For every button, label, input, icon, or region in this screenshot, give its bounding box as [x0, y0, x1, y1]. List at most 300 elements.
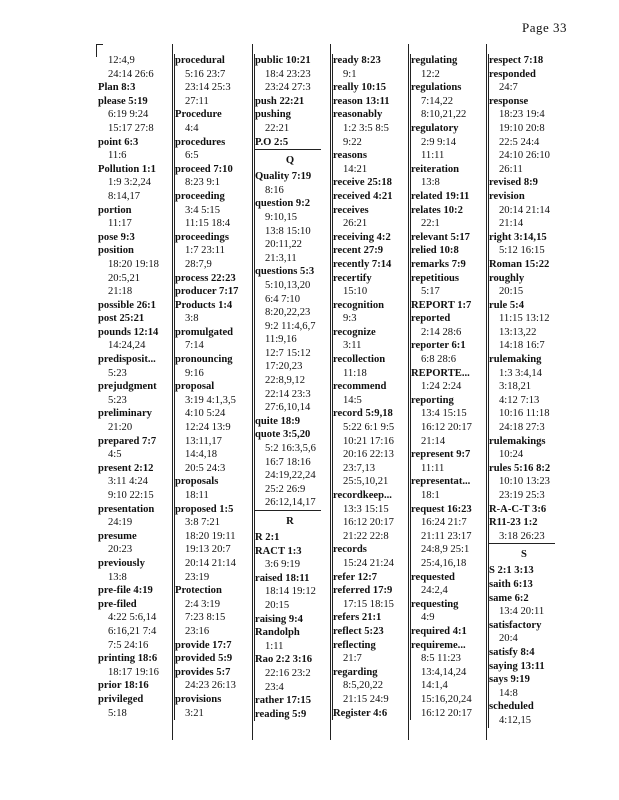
index-entry — [98, 95, 168, 136]
index-term: reasonably — [333, 109, 383, 121]
page-line-reference: 25:4,16,18 — [421, 557, 467, 569]
page-line-reference: 20:15 — [265, 599, 290, 611]
index-term: Procedure — [175, 109, 222, 121]
page-line-reference: 3:4 5:15 — [185, 204, 221, 216]
index-term: reason 13:11 — [333, 95, 390, 107]
index-term: proposed 1:5 — [175, 503, 234, 515]
page-line-reference: 8:14,17 — [108, 190, 141, 202]
index-column-1 — [98, 54, 168, 720]
index-term: relied 10:8 — [411, 245, 459, 257]
index-term: Plan 8:3 — [98, 82, 136, 94]
index-term: reporting — [411, 394, 454, 406]
index-term: privileged — [98, 693, 144, 705]
index-term: reflect 5:23 — [333, 625, 384, 637]
page-line-reference: 23:19 — [185, 571, 210, 583]
page-line-reference: 5:22 6:1 9:5 — [343, 422, 395, 434]
page-line-reference: 16:12 20:17 — [421, 707, 472, 719]
index-term: regulatory — [411, 122, 459, 134]
index-entry — [98, 312, 168, 326]
section-letter: S — [521, 549, 527, 561]
page-line-reference: 20:4 — [499, 633, 518, 645]
index-entry — [333, 489, 403, 543]
index-term: revision — [489, 190, 525, 202]
index-term: possible 26:1 — [98, 299, 156, 311]
page-line-reference: 11:17 — [108, 218, 132, 230]
index-term: recollection — [333, 354, 386, 366]
page-line-reference: 3:19 4:1,3,5 — [185, 394, 236, 406]
page-line-reference: 9:10 22:15 — [108, 490, 154, 501]
index-term: pre-file 4:19 — [98, 585, 153, 597]
index-entry — [333, 81, 403, 95]
index-entry — [175, 584, 245, 638]
index-term: prejudgment — [98, 381, 157, 393]
index-entry — [98, 380, 168, 407]
index-term: related 19:11 — [411, 190, 470, 202]
index-term: process 22:23 — [175, 272, 236, 284]
index-entry — [489, 660, 559, 674]
index-term: revised 8:9 — [489, 177, 538, 189]
page-line-reference: 6:5 — [185, 150, 199, 162]
index-entry — [98, 584, 168, 598]
index-term: Register 4:6 — [333, 707, 388, 719]
index-entry — [175, 231, 245, 272]
index-term: respect 7:18 — [489, 55, 544, 66]
index-entry — [98, 407, 168, 434]
index-entry — [333, 176, 403, 190]
page-line-reference: 21:18 — [108, 286, 133, 298]
index-term: presentation — [98, 503, 155, 515]
index-term: proposals — [175, 476, 219, 488]
index-entry — [98, 435, 168, 462]
index-column-5 — [410, 54, 481, 720]
page-line-reference: 20:15 — [499, 286, 524, 298]
index-term: recommend — [333, 381, 387, 393]
index-column-6 — [488, 54, 559, 728]
index-term: represent 9:7 — [411, 449, 471, 461]
index-term: saying 13:11 — [489, 660, 545, 672]
index-entry — [98, 54, 168, 81]
page-line-reference: 17:15 18:15 — [343, 598, 394, 610]
page-line-reference: 20:14 21:14 — [499, 204, 550, 216]
index-term: REPORT 1:7 — [411, 299, 472, 311]
index-term: provided 5:9 — [175, 653, 233, 665]
index-term: quite 18:9 — [255, 415, 301, 427]
index-term: recordkeep... — [333, 490, 392, 501]
page-line-reference: 11:15 13:12 — [499, 313, 550, 325]
page-line-reference: 11:11 — [421, 150, 445, 162]
section-letter: Q — [285, 155, 295, 167]
index-entry — [411, 339, 481, 366]
index-term: portion — [98, 204, 132, 216]
index-term: repetitious — [411, 272, 460, 284]
index-entry — [489, 258, 559, 272]
page-line-reference: 24:7 — [499, 82, 518, 94]
index-entry — [98, 598, 168, 652]
page-line-reference: 10:24 — [499, 449, 524, 461]
index-term: Rao 2:2 3:16 — [255, 654, 313, 666]
index-entry — [489, 190, 559, 231]
index-entry — [175, 353, 245, 380]
index-entry — [175, 380, 245, 475]
page-line-reference: 22:5 24:4 — [499, 136, 540, 148]
index-entry — [333, 54, 403, 81]
index-term: request 16:23 — [411, 503, 472, 515]
index-entry — [333, 707, 403, 721]
column-divider — [330, 44, 331, 740]
page-line-reference: 20:11,22 — [265, 239, 302, 251]
index-entry — [411, 312, 481, 339]
page-line-reference: 4:22 5:6,14 — [108, 612, 157, 624]
page-line-reference: 22:1 — [421, 218, 440, 230]
index-entry — [175, 666, 245, 693]
index-entry — [255, 428, 325, 510]
index-entry — [333, 543, 403, 570]
page-line-reference: 20:14 21:14 — [185, 557, 236, 569]
page-line-reference: 9:16 — [185, 367, 204, 379]
page-line-reference: 9:1 — [343, 68, 357, 80]
index-entry — [255, 708, 325, 722]
index-entry — [98, 462, 168, 503]
index-term: pre-filed — [98, 598, 137, 610]
index-term: scheduled — [489, 701, 534, 713]
page-line-reference: 7:14,22 — [421, 95, 454, 107]
index-entry — [411, 54, 481, 81]
page-line-reference: 18:14 19:12 — [265, 586, 316, 598]
page-line-reference: 13:8 15:10 — [265, 225, 311, 237]
page-line-reference: 21:15 24:9 — [343, 693, 389, 705]
page-line-reference: 4:5 — [108, 449, 122, 461]
page-line-reference: 21:14 — [421, 435, 446, 447]
page-line-reference: 26:21 — [343, 218, 368, 230]
page-line-reference: 1:2 3:5 8:5 — [343, 122, 389, 134]
page-line-reference: 6:16,21 7:4 — [108, 625, 157, 637]
index-term: rules 5:16 8:2 — [489, 462, 551, 474]
index-term: rulemaking — [489, 354, 542, 366]
page-line-reference: 24:10 26:10 — [499, 150, 550, 162]
index-term: right 3:14,15 — [489, 231, 547, 243]
index-term: post 25:21 — [98, 313, 145, 325]
index-term: proceed 7:10 — [175, 163, 233, 175]
index-entry — [333, 190, 403, 204]
page-line-reference: 27:11 — [185, 95, 209, 107]
page-line-reference: 4:10 5:24 — [185, 408, 226, 420]
index-entry — [489, 673, 559, 700]
page-line-reference: 2:4 3:19 — [185, 598, 221, 610]
index-entry — [175, 285, 245, 299]
page-line-reference: 14:1,4 — [421, 680, 448, 692]
page-line-reference: 18:4 23:23 — [265, 68, 311, 80]
index-entry — [411, 244, 481, 258]
index-term: proceeding — [175, 190, 225, 202]
page-line-reference: 11:11 — [421, 462, 445, 474]
index-term: position — [98, 245, 134, 257]
index-entry — [98, 652, 168, 679]
index-term: producer 7:17 — [175, 286, 239, 298]
index-term: previously — [98, 557, 145, 569]
index-term: recently 7:14 — [333, 258, 392, 270]
index-term: pose 9:3 — [98, 231, 135, 243]
index-entry — [411, 571, 481, 598]
page-line-reference: 21:14 — [499, 218, 524, 230]
page-line-reference: 3:8 7:21 — [185, 517, 221, 529]
index-entry — [98, 326, 168, 353]
index-term: raising 9:4 — [255, 613, 303, 625]
page-line-reference: 23:24 27:3 — [265, 82, 311, 94]
index-entry — [489, 299, 559, 353]
page-line-reference: 20:5 24:3 — [185, 462, 226, 474]
page-line-reference: 13:11,17 — [185, 435, 222, 447]
page-line-reference: 22:16 23:2 — [265, 667, 311, 679]
page-line-reference: 19:13 20:7 — [185, 544, 231, 556]
index-entry — [255, 694, 325, 708]
page-line-reference: 6:8 28:6 — [421, 354, 457, 366]
page-line-reference: 6:19 9:24 — [108, 109, 149, 121]
index-term: refer 12:7 — [333, 571, 378, 583]
page-line-reference: 4:4 — [185, 122, 199, 134]
column-divider — [408, 44, 409, 740]
page-line-reference: 12:24 13:9 — [185, 422, 231, 434]
page-line-reference: 3:21 — [185, 707, 204, 719]
index-term: provide 17:7 — [175, 639, 232, 651]
index-term: satisfy 8:4 — [489, 646, 535, 658]
index-entry — [333, 584, 403, 611]
index-entry — [489, 516, 559, 543]
index-term: promulgated — [175, 326, 234, 338]
index-term: referred 17:9 — [333, 585, 393, 597]
page-line-reference: 4:9 — [421, 612, 435, 624]
column-divider — [486, 44, 487, 740]
index-entry — [333, 407, 403, 489]
index-entry — [175, 693, 245, 720]
index-term: requesting — [411, 598, 459, 610]
letter-divider-rule — [255, 510, 321, 511]
page-line-reference: 27:6,10,14 — [265, 402, 311, 414]
page-line-reference: 24:14 26:6 — [108, 68, 154, 80]
index-term: pronouncing — [175, 354, 233, 366]
page-line-reference: 11:6 — [108, 150, 127, 162]
index-entry — [411, 81, 481, 122]
letter-divider-rule — [255, 149, 321, 150]
index-entry — [411, 258, 481, 272]
page-line-reference: 22:8,9,12 — [265, 375, 306, 387]
index-entry — [255, 95, 325, 109]
index-entry — [411, 190, 481, 204]
index-term: procedures — [175, 136, 226, 148]
page-line-reference: 22:14 23:3 — [265, 388, 311, 400]
page-line-reference: 3:18 26:23 — [499, 530, 545, 542]
index-term: preliminary — [98, 408, 152, 420]
index-entry — [333, 204, 403, 231]
page-line-reference: 13:4 15:15 — [421, 408, 467, 420]
index-term: required 4:1 — [411, 625, 467, 637]
page-line-reference: 23:16 — [185, 625, 210, 637]
index-entry — [411, 639, 481, 721]
page-line-reference: 2:9 9:14 — [421, 136, 457, 148]
page-line-reference: 19:10 20:8 — [499, 122, 545, 134]
page-line-reference: 14:24,24 — [108, 340, 146, 352]
index-entry — [333, 272, 403, 299]
index-entry — [333, 666, 403, 707]
index-entry — [98, 693, 168, 720]
index-term: recent 27:9 — [333, 245, 384, 257]
index-term: questions 5:3 — [255, 266, 315, 278]
page-line-reference: 21:3,11 — [265, 252, 297, 264]
index-term: question 9:2 — [255, 198, 311, 210]
index-entry — [98, 136, 168, 163]
page-line-reference: 3:6 9:19 — [265, 559, 301, 571]
page-line-reference: 11:15 18:4 — [185, 218, 231, 230]
index-entry — [333, 639, 403, 666]
index-entry — [175, 163, 245, 190]
index-term: R11-23 1:2 — [489, 517, 538, 529]
page-line-reference: 1:7 23:11 — [185, 245, 225, 257]
page-line-reference: 18:17 19:16 — [108, 666, 159, 678]
index-entry — [489, 503, 559, 517]
page-line-reference: 23:19 25:3 — [499, 490, 545, 501]
index-term: Quality 7:19 — [255, 171, 312, 183]
index-term: reasons — [333, 150, 367, 162]
index-entry — [255, 531, 325, 545]
index-term: recertify — [333, 272, 372, 284]
page-line-reference: 25:2 26:9 — [265, 483, 306, 495]
index-column-4 — [332, 54, 403, 720]
index-term: saith 6:13 — [489, 578, 533, 590]
index-entry — [333, 353, 403, 380]
index-entry — [333, 95, 403, 109]
index-term: requested — [411, 571, 455, 583]
page-line-reference: 24:19 — [108, 517, 133, 529]
page-line-reference: 9:3 — [343, 313, 357, 325]
index-entry — [333, 149, 403, 176]
page-number-label: Page 33 — [521, 20, 567, 35]
page-line-reference: 28:7,9 — [185, 258, 212, 270]
index-term: REPORTE... — [411, 367, 470, 379]
index-term: procedural — [175, 55, 225, 66]
page-line-reference: 18:11 — [185, 490, 209, 501]
index-entry — [333, 380, 403, 407]
page-line-reference: 14:5 — [343, 394, 362, 406]
index-term: presume — [98, 530, 137, 542]
index-entry — [333, 611, 403, 625]
index-term: representat... — [411, 476, 471, 488]
index-entry — [489, 700, 559, 727]
page-line-reference: 8:23 9:1 — [185, 177, 221, 189]
index-term: regulating — [411, 55, 458, 66]
index-frame — [96, 44, 572, 740]
index-term: recognize — [333, 326, 376, 338]
page-line-reference: 14:8 — [499, 687, 518, 699]
index-entry — [175, 639, 245, 653]
page-line-reference: 5:2 16:3,5,6 — [265, 443, 316, 455]
page-line-reference: 10:10 13:23 — [499, 476, 550, 488]
page-line-reference: 9:10,15 — [265, 211, 298, 223]
index-entry — [255, 653, 325, 694]
index-entry — [333, 231, 403, 245]
index-entry — [175, 272, 245, 286]
page-line-reference: 1:24 2:24 — [421, 381, 462, 393]
index-term: Protection — [175, 585, 222, 597]
page-line-reference: 16:12 20:17 — [343, 517, 394, 529]
index-term: reiteration — [411, 163, 460, 175]
index-entry — [255, 54, 325, 95]
index-term: pounds 12:14 — [98, 326, 159, 338]
index-term: receiving 4:2 — [333, 231, 391, 243]
index-entry — [489, 462, 559, 503]
index-term: regarding — [333, 666, 378, 678]
index-entry — [411, 204, 481, 231]
index-term: printing 18:6 — [98, 653, 158, 665]
page-line-reference: 12:7 15:12 — [265, 347, 311, 359]
index-entry — [333, 326, 403, 353]
index-entry — [411, 122, 481, 163]
index-entry — [489, 176, 559, 190]
index-term: remarks 7:9 — [411, 258, 466, 270]
index-term: response — [489, 95, 529, 107]
index-entry — [175, 299, 245, 326]
page-line-reference: 8:16 — [265, 184, 284, 196]
index-term: push 22:21 — [255, 95, 305, 107]
page-line-reference: 14:21 — [343, 163, 368, 175]
index-entry — [255, 197, 325, 265]
index-entry — [175, 652, 245, 666]
page-line-reference: 7:23 8:15 — [185, 612, 226, 624]
page-line-reference: 3:11 4:24 — [108, 476, 148, 488]
index-entry — [411, 163, 481, 190]
page-line-reference: 15:10 — [343, 286, 368, 298]
index-entry — [411, 299, 481, 313]
index-entry — [489, 272, 559, 299]
page-line-reference: 21:22 22:8 — [343, 530, 389, 542]
page-line-reference: 14:4,18 — [185, 449, 218, 461]
index-term: rather 17:15 — [255, 695, 311, 707]
index-term: reporter 6:1 — [411, 340, 466, 352]
index-term: relates 10:2 — [411, 204, 463, 216]
index-term: pushing — [255, 109, 291, 121]
index-entry — [489, 578, 559, 592]
index-term: records — [333, 544, 367, 556]
index-entry — [411, 448, 481, 475]
index-entry — [98, 679, 168, 693]
index-entry — [98, 204, 168, 231]
index-term: S 2:1 3:13 — [489, 565, 534, 577]
index-entry — [333, 625, 403, 639]
page-line-reference: 23:14 25:3 — [185, 82, 231, 94]
index-term: recognition — [333, 299, 385, 311]
page-line-reference: 26:12,14,17 — [265, 497, 316, 509]
page-line-reference: 24:2,4 — [421, 585, 448, 597]
page-line-reference: 9:22 — [343, 136, 362, 148]
page-line-reference: 25:5,10,21 — [343, 476, 389, 488]
page-line-reference: 16:7 18:16 — [265, 456, 311, 468]
page-line-reference: 20:23 — [108, 544, 133, 556]
index-entry — [333, 299, 403, 326]
page-line-reference: 5:12 16:15 — [499, 245, 545, 257]
page-line-reference: 23:7,13 — [343, 462, 376, 474]
page-line-reference: 15:24 21:24 — [343, 557, 394, 569]
index-column-3 — [254, 54, 325, 721]
index-entry — [255, 572, 325, 613]
index-term: requireme... — [411, 639, 466, 651]
page-line-reference: 2:14 28:6 — [421, 326, 462, 338]
page-line-reference: 16:12 20:17 — [421, 422, 472, 434]
index-term: record 5:9,18 — [333, 408, 393, 420]
page-line-reference: 11:9,16 — [265, 334, 297, 346]
index-entry — [98, 81, 168, 95]
index-term: RACT 1:3 — [255, 545, 302, 557]
page-line-reference: 5:10,13,20 — [265, 279, 311, 291]
index-entry — [411, 475, 481, 502]
page-line-reference: 15:16,20,24 — [421, 693, 472, 705]
